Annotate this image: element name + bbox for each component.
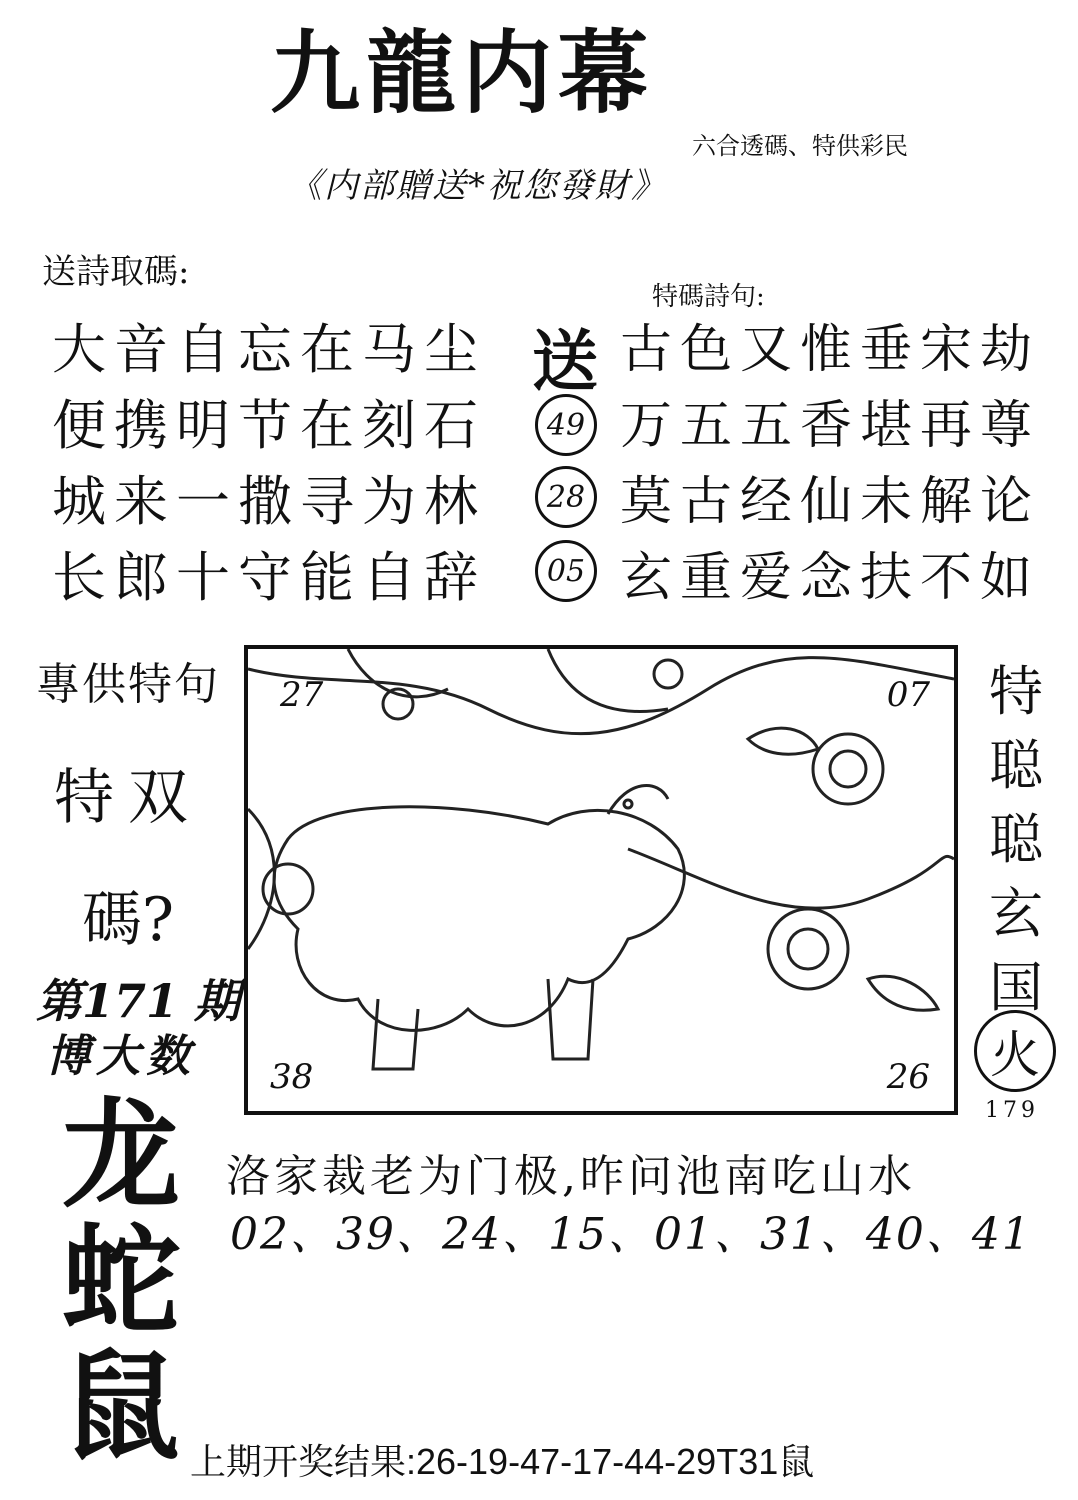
corner-number-bottom-left: 38 <box>270 1057 314 1097</box>
special-line: 玄重爱念扶不如 <box>620 548 1041 608</box>
header-tagline: 六合透碼、特供彩民 <box>692 132 908 160</box>
bottom-poem: 洛家裁老为门极,昨问池南吃山水 <box>226 1151 916 1202</box>
special-label: 特碼詩句: <box>652 282 765 312</box>
special-line: 万五五香堪再尊 <box>620 396 1041 456</box>
zodiac-list <box>56 1085 186 1476</box>
poem-line: 便携明节在刻石 <box>52 394 486 457</box>
special-line: 古色又惟垂宋劫 <box>620 320 1041 380</box>
circled-number: 28 <box>535 466 597 528</box>
page-title: 九龍内幕 <box>270 20 654 126</box>
circled-number: 49 <box>535 394 597 456</box>
zodiac-char: 鼠 <box>61 1337 180 1476</box>
ma-text: 碼? <box>81 885 175 955</box>
special-lines <box>620 312 1040 616</box>
previous-result: 上期开奖结果:26-19-47-17-44-29T31鼠 <box>190 1441 815 1482</box>
poem-label: 送詩取碼: <box>42 252 190 292</box>
song-char: 送 <box>532 322 598 400</box>
small-number: 179 <box>985 1098 1039 1123</box>
pig-drawing <box>248 649 954 1111</box>
poem-line: 长郎十守能自辞 <box>52 546 486 609</box>
corner-number-bottom-right: 26 <box>886 1057 930 1097</box>
right-char: 国 <box>989 956 1043 1019</box>
right-char: 玄 <box>989 882 1043 945</box>
issue-number: 第171 期 <box>36 974 241 1028</box>
boda-text: 博大数 <box>46 1031 196 1082</box>
pig-illustration <box>244 645 958 1115</box>
left-panel <box>28 648 228 958</box>
bottom-numbers: 02、39、24、15、01、31、40、41 <box>230 1209 1032 1260</box>
zodiac-char: 蛇 <box>61 1211 180 1350</box>
special-line: 莫古经仙未解论 <box>620 472 1041 532</box>
corner-number-top-right: 07 <box>886 675 930 715</box>
circled-number: 05 <box>535 540 597 602</box>
poem-line: 城来一撒寻为林 <box>52 470 486 533</box>
poem-line: 大音自忘在马尘 <box>52 318 486 381</box>
header-subtitle: 《内部贈送*祝您發財》 <box>288 166 667 206</box>
right-vertical-text <box>980 655 1052 1025</box>
right-char: 聪 <box>989 808 1043 871</box>
poem-lines <box>52 312 486 616</box>
fire-circle: 火 <box>974 1010 1056 1092</box>
right-char: 特 <box>989 660 1043 723</box>
corner-number-top-left: 27 <box>280 675 324 715</box>
zodiac-char: 龙 <box>61 1085 180 1224</box>
right-char: 聪 <box>989 734 1043 797</box>
te-shuang-text: 特双 <box>54 763 202 833</box>
zhuan-text: 專供特句 <box>36 659 220 710</box>
